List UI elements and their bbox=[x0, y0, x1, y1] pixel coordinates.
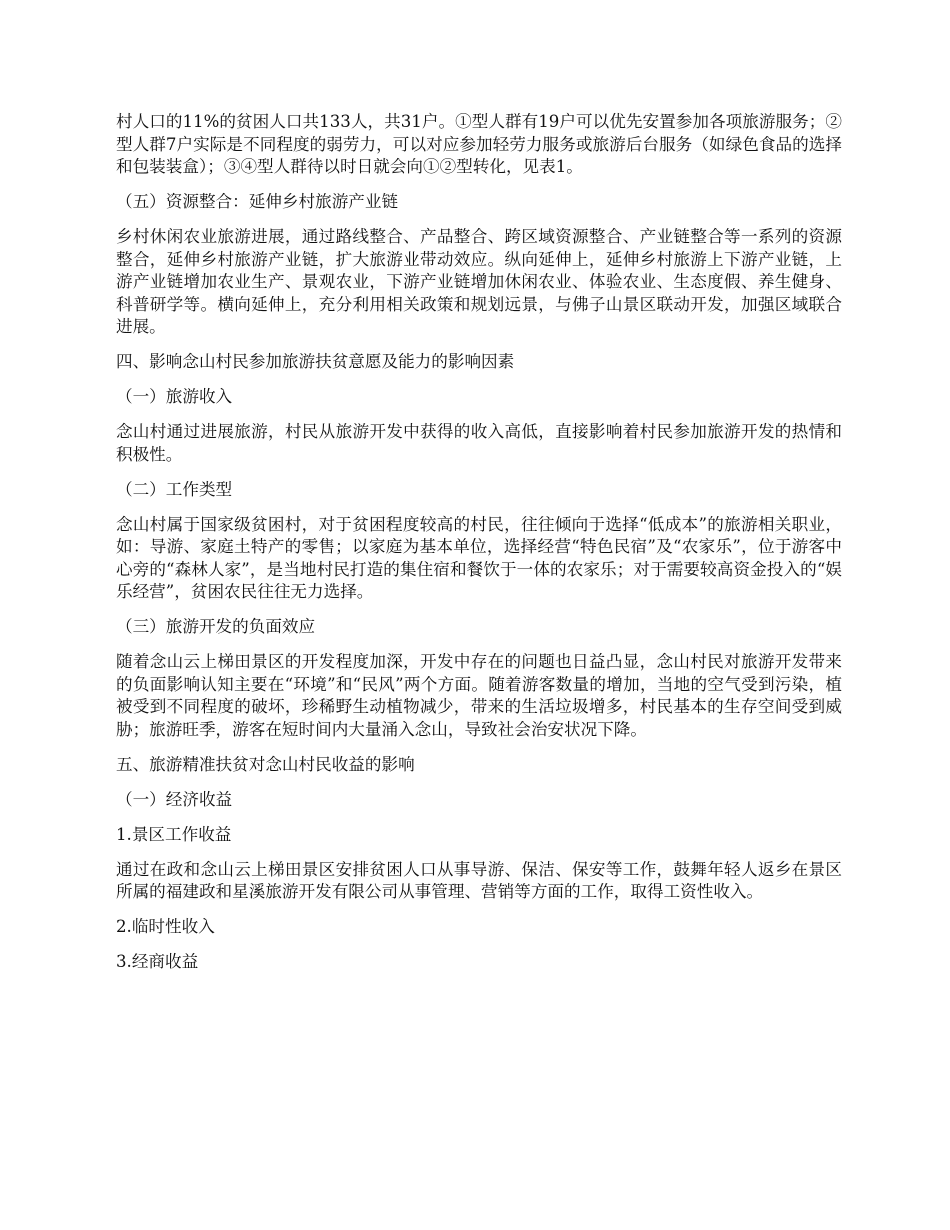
subheading-work-type: （二）工作类型 bbox=[116, 479, 233, 499]
paragraph-poverty-population: 村人口的11%的贫困人口共133人，共31户。①型人群有19户可以优先安置参加各项旅游服务；②型人群7户实际是不同程度的弱劳力，可以对应参加轻劳力服务或旅游后台服务（如绿色食品的选择和包装装盒）；③④型人群待以时日就会向①②型转化，见表1。 bbox=[116, 112, 842, 176]
subheading-business-income: 3.经商收益 bbox=[116, 952, 199, 971]
subheading-economic-benefits: （一）经济收益 bbox=[116, 789, 233, 809]
paragraph-tourism-income: 念山村通过进展旅游，村民从旅游开发中获得的收入高低，直接影响着村民参加旅游开发的热情和积极性。 bbox=[116, 422, 842, 464]
paragraph-work-type: 念山村属于国家级贫困村，对于贫困程度较高的村民，往往倾向于选择“低成本”的旅游相关职业，如：导游、家庭土特产的零售；以家庭为基本单位，选择经营“特色民宿”及“农家乐”，位于游客中心旁的“森林人家”，是当地村民打造的集住宿和餐饮于一体的农家乐；对于需要较高资金投入的“娱乐经营”，贫困农民往往无力选择。 bbox=[116, 514, 842, 601]
section-heading-influencing-factors: 四、影响念山村民参加旅游扶贫意愿及能力的影响因素 bbox=[116, 352, 515, 371]
section-heading-resource-integration: （五）资源整合：延伸乡村旅游产业链 bbox=[116, 192, 399, 211]
document-page bbox=[116, 111, 842, 986]
subheading-tourism-income: （一）旅游收入 bbox=[116, 387, 233, 406]
subheading-temporary-income: 2.临时性收入 bbox=[116, 917, 215, 936]
subheading-negative-effects: （三）旅游开发的负面效应 bbox=[116, 617, 316, 636]
subheading-scenic-work-income: 1.景区工作收益 bbox=[116, 824, 232, 844]
paragraph-negative-effects: 随着念山云上梯田景区的开发程度加深，开发中存在的问题也日益凸显，念山村民对旅游开发带来的负面影响认知主要在“环境”和“民风”两个方面。随着游客数量的增加，当地的空气受到污染，植被受到不同程度的破坏，珍稀野生动植物减少，带来的生活垃圾增多，村民基本的生存空间受到威胁；旅游旺季，游客在短时间内大量涌入念山，导致社会治安状况下降。 bbox=[116, 652, 842, 739]
paragraph-resource-integration: 乡村休闲农业旅游进展，通过路线整合、产品整合、跨区域资源整合、产业链整合等一系列的资源整合，延伸乡村旅游产业链，扩大旅游业带动效应。纵向延伸上，延伸乡村旅游上下游产业链，上游产业链增加农业生产、景观农业，下游产业链增加休闲农业、体验农业、生态度假、养生健身、科普研学等。横向延伸上，充分利用相关政策和规划远景，与佛子山景区联动开发，加强区域联合进展。 bbox=[116, 227, 842, 336]
paragraph-scenic-work-income: 通过在政和念山云上梯田景区安排贫困人口从事导游、保洁、保安等工作，鼓舞年轻人返乡在景区所属的福建政和星溪旅游开发有限公司从事管理、营销等方面的工作，取得工资性收入。 bbox=[116, 859, 842, 901]
section-heading-villager-benefits: 五、旅游精准扶贫对念山村民收益的影响 bbox=[116, 754, 415, 774]
